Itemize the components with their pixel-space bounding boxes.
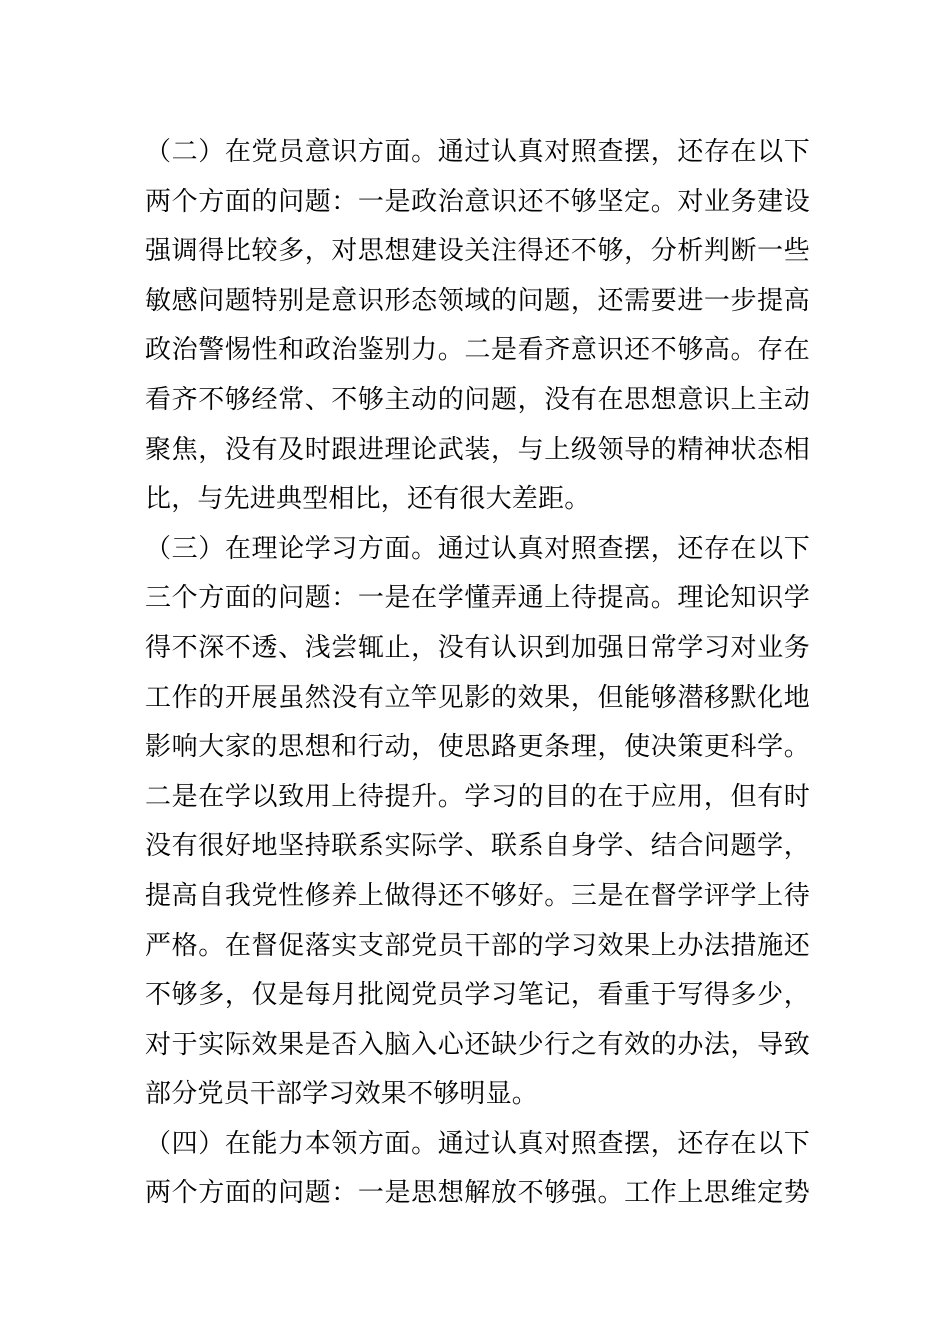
- document-body: [145, 128, 810, 1219]
- text-line: （二）在党员意识方面。通过认真对照查摆，还存在以下: [145, 137, 810, 167]
- text-line: （四）在能力本领方面。通过认真对照查摆，还存在以下: [145, 1128, 810, 1159]
- text-line: 提高自我党性修养上做得还不够好。三是在督学评学上待: [145, 880, 810, 911]
- text-line: 对于实际效果是否入脑入心还缺少行之有效的办法，导致: [145, 1029, 810, 1060]
- text-line: 两个方面的问题：一是思想解放不够强。工作上思维定势: [145, 1178, 810, 1209]
- text-line: 敏感问题特别是意识形态领域的问题，还需要进一步提高: [145, 285, 810, 316]
- text-line: 严格。在督促落实支部党员干部的学习效果上办法措施还: [145, 930, 810, 961]
- paragraph-ability: [145, 1120, 810, 1219]
- text-line: 二是在学以致用上待提升。学习的目的在于应用，但有时: [145, 781, 810, 812]
- text-line: 得不深不透、浅尝辄止，没有认识到加强日常学习对业务: [145, 632, 810, 663]
- text-line: 两个方面的问题：一是政治意识还不够坚定。对业务建设: [145, 186, 810, 217]
- paragraph-theory-study: [145, 525, 810, 1120]
- text-line: 政治警惕性和政治鉴别力。二是看齐意识还不够高。存在: [145, 335, 810, 366]
- text-line: 三个方面的问题：一是在学懂弄通上待提高。理论知识学: [145, 583, 810, 614]
- paragraph-party-awareness: [145, 128, 810, 525]
- text-line: 强调得比较多，对思想建设关注得还不够，分析判断一些: [145, 236, 810, 267]
- text-line: 不够多，仅是每月批阅党员学习笔记，看重于写得多少，: [145, 980, 810, 1011]
- text-line: 部分党员干部学习效果不够明显。: [145, 1079, 539, 1110]
- text-line: 工作的开展虽然没有立竿见影的效果，但能够潜移默化地: [145, 682, 810, 713]
- text-line: （三）在理论学习方面。通过认真对照查摆，还存在以下: [145, 533, 810, 564]
- text-line: 聚焦，没有及时跟进理论武装，与上级领导的精神状态相: [145, 434, 810, 465]
- text-line: 看齐不够经常、不够主动的问题，没有在思想意识上主动: [145, 384, 810, 415]
- text-line: 没有很好地坚持联系实际学、联系自身学、结合问题学，: [145, 831, 810, 862]
- text-line: 影响大家的思想和行动，使思路更条理，使决策更科学。: [145, 732, 810, 763]
- text-line: 比，与先进典型相比，还有很大差距。: [145, 484, 591, 515]
